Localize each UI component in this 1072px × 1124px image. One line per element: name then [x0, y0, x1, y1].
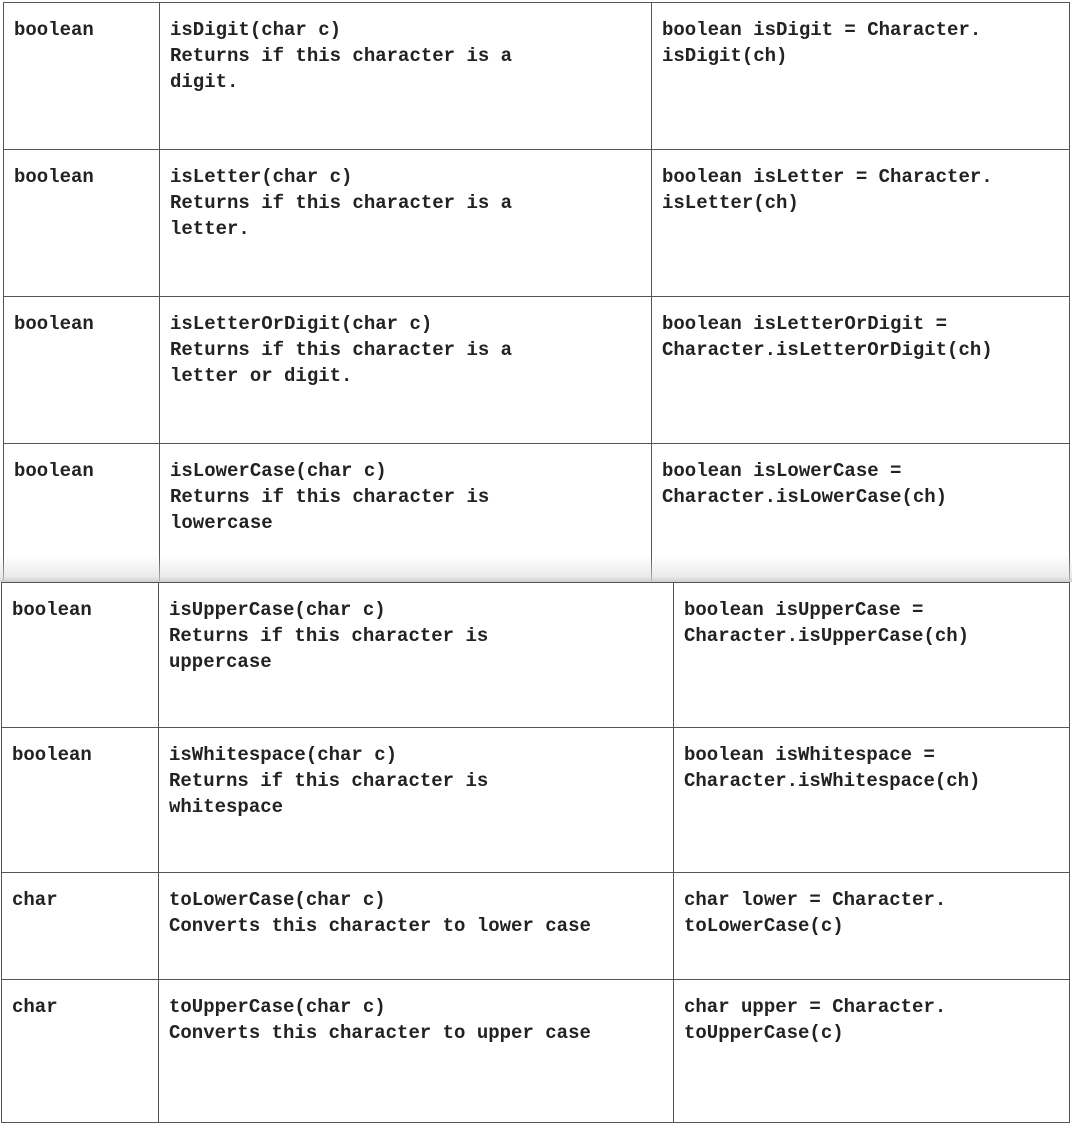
example-cell: boolean isWhitespace = Character.isWhitespace(ch)	[674, 728, 1070, 873]
example-cell: char lower = Character. toLowerCase(c)	[674, 873, 1070, 980]
table-row	[2, 728, 1070, 873]
example-cell: boolean isDigit = Character. isDigit(ch)	[652, 3, 1070, 150]
example-cell: char upper = Character. toUpperCase(c)	[674, 980, 1070, 1123]
method-signature: toUpperCase(char c)	[169, 996, 386, 1018]
method-signature: isLetterOrDigit(char c)	[170, 313, 433, 335]
return-type-cell: char	[2, 980, 159, 1123]
table-row	[2, 873, 1070, 980]
method-description: Returns if this character is a letter or digit.	[170, 339, 513, 387]
return-type-cell: char	[2, 873, 159, 980]
method-description: Returns if this character is a letter.	[170, 192, 513, 240]
method-signature: isWhitespace(char c)	[169, 744, 398, 766]
table-row	[4, 3, 1070, 150]
return-type-cell: boolean	[2, 728, 159, 873]
example-cell: boolean isLetter = Character. isLetter(ch)	[652, 150, 1070, 297]
table-row	[4, 150, 1070, 297]
method-description: Returns if this character is a digit.	[170, 45, 513, 93]
method-cell	[160, 150, 652, 297]
return-type-cell: boolean	[4, 444, 160, 582]
method-signature: isDigit(char c)	[170, 19, 342, 41]
return-type-cell: boolean	[4, 297, 160, 444]
method-cell	[159, 980, 674, 1123]
method-signature: isLetter(char c)	[170, 166, 353, 188]
methods-table-top	[3, 2, 1070, 581]
table-row	[2, 583, 1070, 728]
method-cell	[160, 297, 652, 444]
table-row	[4, 297, 1070, 444]
method-cell	[159, 583, 674, 728]
methods-table-bottom	[1, 582, 1070, 1123]
method-signature: toLowerCase(char c)	[169, 889, 386, 911]
example-cell: boolean isLetterOrDigit = Character.isLetterOrDigit(ch)	[652, 297, 1070, 444]
return-type-cell: boolean	[4, 3, 160, 150]
method-description: Converts this character to lower case	[169, 915, 591, 937]
example-cell: boolean isLowerCase = Character.isLowerCase(ch)	[652, 444, 1070, 582]
example-cell: boolean isUpperCase = Character.isUpperCase(ch)	[674, 583, 1070, 728]
method-signature: isUpperCase(char c)	[169, 599, 386, 621]
method-description: Converts this character to upper case	[169, 1022, 591, 1044]
method-cell	[159, 728, 674, 873]
method-cell	[160, 444, 652, 582]
method-description: Returns if this character is lowercase	[170, 486, 490, 534]
table-row	[4, 444, 1070, 582]
method-signature: isLowerCase(char c)	[170, 460, 387, 482]
return-type-cell: boolean	[2, 583, 159, 728]
method-cell	[159, 873, 674, 980]
method-cell	[160, 3, 652, 150]
method-description: Returns if this character is whitespace	[169, 770, 489, 818]
method-description: Returns if this character is uppercase	[169, 625, 489, 673]
return-type-cell: boolean	[4, 150, 160, 297]
table-row	[2, 980, 1070, 1123]
